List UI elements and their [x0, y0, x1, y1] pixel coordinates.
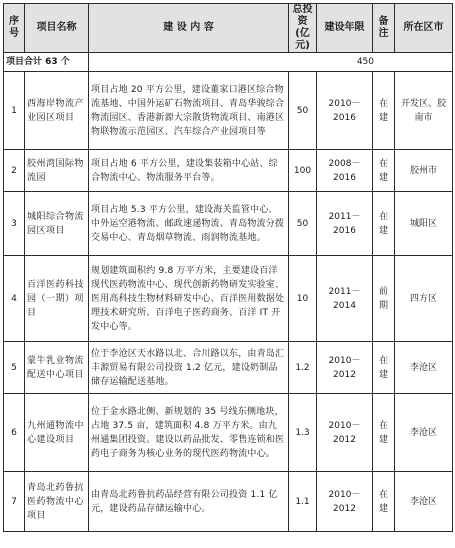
header-note: 备注: [373, 4, 395, 53]
row-years: 2008－2016: [317, 150, 373, 192]
project-table-container: [3, 3, 452, 532]
row-no: 6: [4, 394, 25, 472]
row-status: 前期: [373, 256, 395, 342]
row-years: 2010－2012: [317, 394, 373, 472]
table-row: [4, 72, 453, 150]
row-status: 在建: [373, 150, 395, 192]
table-row: [4, 256, 453, 342]
table-row: [4, 472, 453, 532]
total-value: 450: [89, 53, 453, 72]
row-district: 城阳区: [395, 192, 453, 256]
row-district: 李沧区: [395, 472, 453, 532]
row-years: 2010－2012: [317, 472, 373, 532]
row-content: 由青岛北药鲁抗药品经营有限公司投资 1.1 亿元，建设药品存储运输中心。: [89, 472, 289, 532]
row-investment: 10: [289, 256, 317, 342]
row-investment: 1.2: [289, 342, 317, 394]
row-years: 2010－2016: [317, 72, 373, 150]
table-row: [4, 150, 453, 192]
row-investment: 1.3: [289, 394, 317, 472]
row-status: 在建: [373, 192, 395, 256]
row-name: 九州通物流中心建设项目: [25, 394, 89, 472]
project-table: [3, 3, 453, 532]
row-years: 2011－2016: [317, 192, 373, 256]
row-name: 胶州湾国际物流园: [25, 150, 89, 192]
row-district: 胶州市: [395, 150, 453, 192]
row-status: 在建: [373, 472, 395, 532]
row-years: 2010－2012: [317, 342, 373, 394]
row-investment: 100: [289, 150, 317, 192]
row-investment: 50: [289, 72, 317, 150]
row-no: 1: [4, 72, 25, 150]
row-content: 项目占地 5.3 平方公里，建设海关监管中心、中外运空港物流、邮政速递物流、青岛物流分拨交易中心、青岛烟草物流、雨润物流基地。: [89, 192, 289, 256]
table-row: [4, 192, 453, 256]
row-district: 开发区、胶南市: [395, 72, 453, 150]
row-status: 在建: [373, 72, 395, 150]
row-name: 城阳综合物流园区项目: [25, 192, 89, 256]
row-name: 西海岸物流产业园区项目: [25, 72, 89, 150]
row-content: 项目占地 20 平方公里，建设董家口港区综合物流基地、中国外运矿石物流项目、青岛华骏综合物流园区、香港新源大宗散货物流项目、南港区物联物流示范园区、汽车综合产业园项目等: [89, 72, 289, 150]
total-label: 项目合计 63 个: [4, 53, 89, 72]
header-name: 项目名称: [25, 4, 89, 53]
row-name: 青岛北药鲁抗医药物流中心项目: [25, 472, 89, 532]
row-content: 规划建筑面积约 9.8 万平方米，主要建设百洋现代医药物流中心、现代创新药物研发实验室、医用高科技生物材料研发中心、百洋医用数据处理技术研究所、百洋电子医药商务、百洋 IT 开发中心等。: [89, 256, 289, 342]
header-no: 序号: [4, 4, 25, 53]
table-row: [4, 394, 453, 472]
row-district: 李沧区: [395, 394, 453, 472]
row-content: 位于李沧区天水路以北、合川路以东，由青岛汇丰源贸易有限公司投资 1.2 亿元，建设奶制品储存运输配送基地。: [89, 342, 289, 394]
row-name: 蒙牛乳业物流配送中心项目: [25, 342, 89, 394]
row-no: 3: [4, 192, 25, 256]
header-content: 建 设 内 容: [89, 4, 289, 53]
header-row: [4, 4, 453, 53]
row-content: 位于金水路北侧、新规划的 35 号线东侧地块，占地 37.5 亩，建筑面积 4.8 万平方米。由九州通集团投资。建设以药品批发、零售连锁和医药电子商务为核心业务的现代医药物流中心。: [89, 394, 289, 472]
row-name: 百洋医药科技园（一期）项目: [25, 256, 89, 342]
row-no: 7: [4, 472, 25, 532]
row-no: 4: [4, 256, 25, 342]
row-investment: 50: [289, 192, 317, 256]
table-row: [4, 342, 453, 394]
header-district: 所在区市: [395, 4, 453, 53]
row-years: 2011－2014: [317, 256, 373, 342]
row-district: 四方区: [395, 256, 453, 342]
row-investment: 1.1: [289, 472, 317, 532]
row-no: 5: [4, 342, 25, 394]
row-district: 李沧区: [395, 342, 453, 394]
total-row: [4, 53, 453, 72]
row-content: 项目占地 6 平方公里，建设集装箱中心站、综合物流中心、物流服务平台等。: [89, 150, 289, 192]
header-years: 建设年限: [317, 4, 373, 53]
row-no: 2: [4, 150, 25, 192]
header-investment: 总投资(亿元): [289, 4, 317, 53]
row-status: 在建: [373, 342, 395, 394]
row-status: 在建: [373, 394, 395, 472]
